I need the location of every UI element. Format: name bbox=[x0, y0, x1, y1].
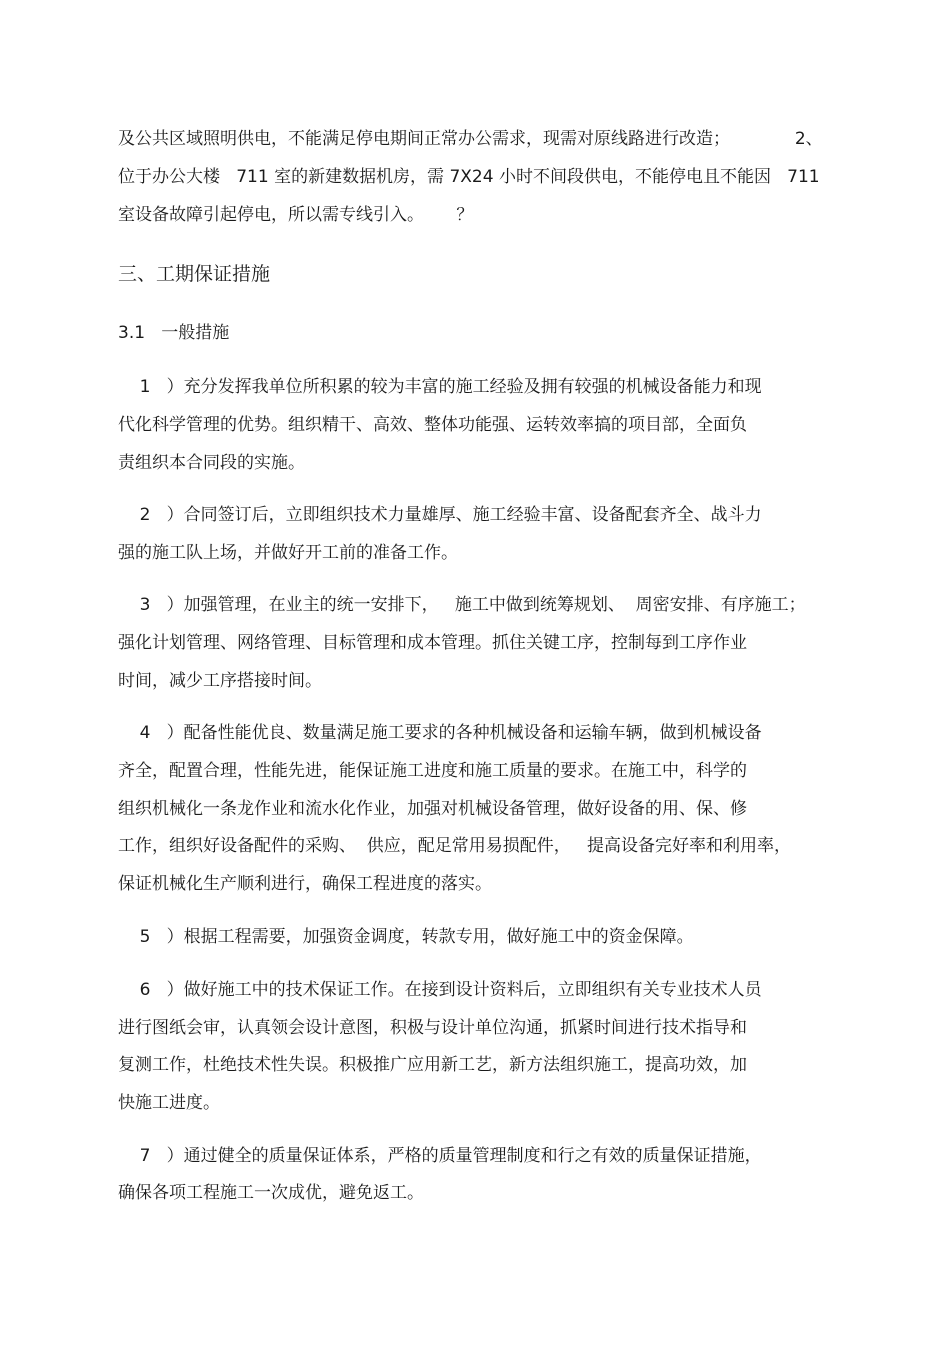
item-1-line-2: 代化科学管理的优势。组织精干、高效、整体功能强、运转效率搞的项目部，全面负 bbox=[118, 415, 747, 435]
item-1-line-3: 责组织本合同段的实施。 bbox=[118, 453, 305, 473]
item-3-line-1: 3 ）加强管理，在业主的统一安排下， 施工中做到统筹规划、 周密安排、有序施工； bbox=[118, 595, 806, 615]
item-4-line-1: 4 ）配备性能优良、数量满足施工要求的各种机械设备和运输车辆，做到机械设备 bbox=[118, 723, 762, 743]
section-heading: 三、工期保证措施 bbox=[118, 263, 271, 285]
item-3-line-3: 时间，减少工序搭接时间。 bbox=[118, 671, 322, 691]
item-1-line-1: 1 ）充分发挥我单位所积累的较为丰富的施工经验及拥有较强的机械设备能力和现 bbox=[118, 377, 762, 397]
item-7-line-2: 确保各项工程施工一次成优，避免返工。 bbox=[118, 1183, 424, 1203]
item-3-line-2: 强化计划管理、网络管理、目标管理和成本管理。抓住关键工序，控制每到工序作业 bbox=[118, 633, 747, 653]
item-4-line-2: 齐全，配置合理，性能先进，能保证施工进度和施工质量的要求。在施工中，科学的 bbox=[118, 761, 747, 781]
item-6-line-1: 6 ）做好施工中的技术保证工作。在接到设计资料后，立即组织有关专业技术人员 bbox=[118, 980, 762, 1000]
intro-line-3: 室设备故障引起停电，所以需专线引入。 ？ bbox=[118, 205, 474, 225]
item-4-line-3: 组织机械化一条龙作业和流水化作业，加强对机械设备管理，做好设备的用、保、修 bbox=[118, 799, 747, 819]
item-4-line-5: 保证机械化生产顺利进行，确保工程进度的落实。 bbox=[118, 874, 492, 894]
item-4-line-4: 工作，组织好设备配件的采购、 供应，配足常用易损配件， 提高设备完好率和利用率， bbox=[118, 836, 792, 856]
item-6-line-2: 进行图纸会审，认真领会设计意图，积极与设计单位沟通，抓紧时间进行技术指导和 bbox=[118, 1018, 747, 1038]
item-7-line-1: 7 ）通过健全的质量保证体系，严格的质量管理制度和行之有效的质量保证措施， bbox=[118, 1146, 762, 1166]
subsection-heading: 3.1 一般措施 bbox=[118, 323, 230, 343]
intro-line-1: 及公共区域照明供电，不能满足停电期间正常办公需求，现需对原线路进行改造； 2、 bbox=[118, 129, 823, 149]
intro-line-2: 位于办公大楼 711 室的新建数据机房，需 7X24 小时不间段供电，不能停电且不能因 711 bbox=[118, 167, 820, 187]
item-6-line-3: 复测工作，杜绝技术性失误。积极推广应用新工艺，新方法组织施工，提高功效，加 bbox=[118, 1055, 747, 1075]
item-2-line-2: 强的施工队上场，并做好开工前的准备工作。 bbox=[118, 543, 458, 563]
item-2-line-1: 2 ）合同签订后，立即组织技术力量雄厚、施工经验丰富、设备配套齐全、战斗力 bbox=[118, 505, 762, 525]
item-6-line-4: 快施工进度。 bbox=[118, 1093, 220, 1113]
item-5-line-1: 5 ）根据工程需要，加强资金调度，转款专用，做好施工中的资金保障。 bbox=[118, 927, 694, 947]
